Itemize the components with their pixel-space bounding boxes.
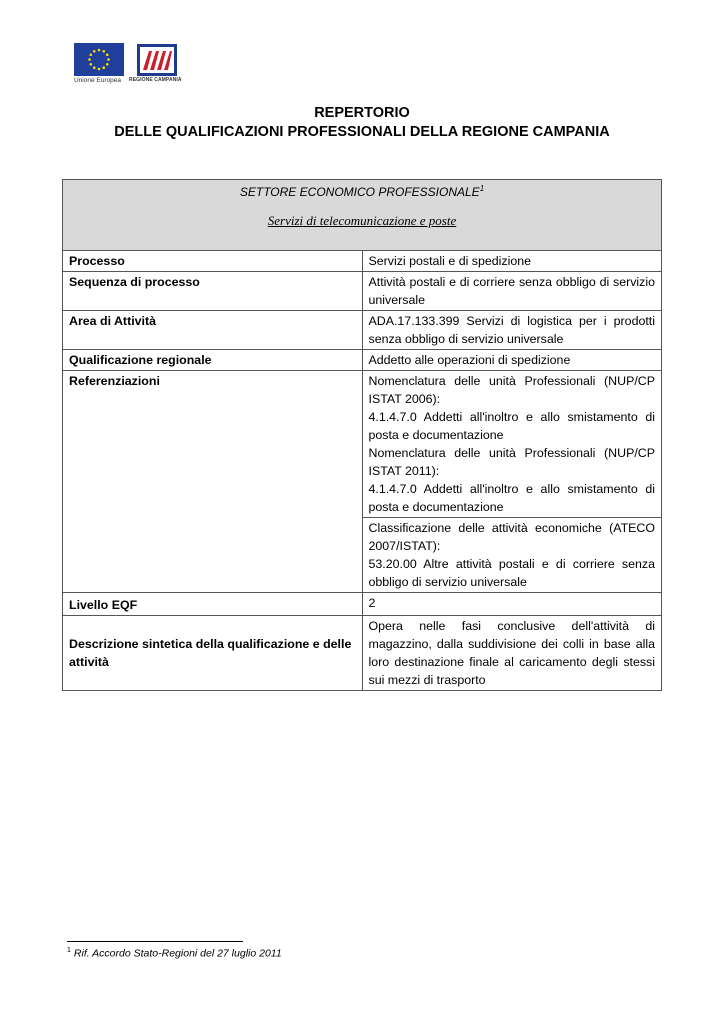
row-value-sequenza: Attività postali e di corriere senza obbligo di servizio universale (362, 272, 662, 311)
table-row (63, 616, 662, 691)
row-value-descrizione: Opera nelle fasi conclusive dell'attività di magazzino, dalla suddivisione dei colli in base alla loro destinazione finale al caricamento degli stessi sui mezzi di trasporto (362, 616, 662, 691)
sector-label: SETTORE ECONOMICO PROFESSIONALE$^1$ (239, 184, 485, 199)
document-title: REPERTORIO (314, 105, 410, 121)
nup2011-value: 4.1.4.7.0 Addetti all'inoltro e allo smistamento di posta e documentazione (368, 482, 655, 514)
ateco-value: 53.20.00 Altre attività postali e di corriere senza obbligo di servizio universale (368, 557, 655, 589)
sector-header-row (63, 180, 662, 251)
row-label-referenziazioni: Referenziazioni (63, 371, 363, 593)
region-caption: REGIONE CAMPANIA (129, 77, 182, 83)
row-value-nup (362, 371, 662, 518)
sector-header-cell (63, 180, 662, 251)
row-label-area: Area di Attività (63, 311, 363, 350)
eu-flag-logo (74, 43, 124, 76)
sector-value: Servizi di telecomunicazione e poste (267, 213, 457, 228)
footnote-ref: 1 (479, 184, 485, 193)
row-value-qualificazione: Addetto alle operazioni di spedizione (362, 350, 662, 371)
footnote-divider (67, 941, 243, 942)
row-label-sequenza: Sequenza di processo (63, 272, 363, 311)
footnote-number: 1 (67, 947, 71, 954)
row-value-ateco (362, 518, 662, 593)
row-label-eqf: Livello EQF (63, 593, 363, 616)
table-row (63, 593, 662, 616)
document-subtitle: DELLE QUALIFICAZIONI PROFESSIONALI DELLA REGIONE CAMPANIA (114, 124, 610, 140)
table-row (63, 272, 662, 311)
row-label-processo: Processo (63, 251, 363, 272)
row-value-processo: Servizi postali e di spedizione (362, 251, 662, 272)
row-value-area: ADA.17.133.399 Servizi di logistica per i prodotti senza obbligo di servizio universale (362, 311, 662, 350)
table-row (63, 311, 662, 350)
qualification-table (62, 179, 662, 691)
nup2006-value: 4.1.4.7.0 Addetti all'inoltro e allo smistamento di posta e documentazione (368, 410, 655, 442)
eu-caption: Unione Europea (74, 77, 121, 84)
row-value-eqf: 2 (362, 593, 662, 616)
region-campania-logo (136, 43, 178, 77)
row-label-descrizione: Descrizione sintetica della qualificazione e delle attività (63, 616, 363, 691)
table-row (63, 251, 662, 272)
footnote-text: Rif. Accordo Stato-Regioni del 27 luglio 2011 (73, 947, 282, 960)
nup2006-title: Nomenclatura delle unità Professionali (NUP/CP ISTAT 2006): (368, 374, 655, 406)
ateco-title: Classificazione delle attività economiche (ATECO 2007/ISTAT): (368, 521, 655, 553)
table-row (63, 371, 662, 518)
table-row (63, 350, 662, 371)
footnote (67, 947, 282, 960)
nup2011-title: Nomenclatura delle unità Professionali (NUP/CP ISTAT 2011): (368, 446, 655, 478)
row-label-qualificazione: Qualificazione regionale (63, 350, 363, 371)
